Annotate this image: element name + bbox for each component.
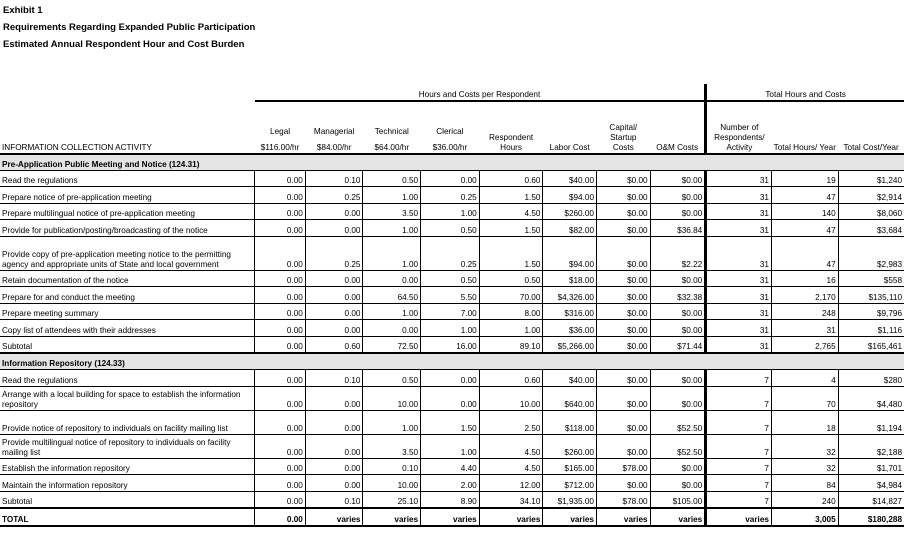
- clerical-cell: 5.50: [421, 287, 480, 304]
- total-cost-cell: $1,701: [838, 458, 904, 475]
- total-hours-cell: 84: [771, 475, 838, 492]
- om-cell: $0.00: [650, 475, 706, 492]
- legal-cell: 0.00: [255, 270, 306, 287]
- respondent-hours-cell: 89.10: [479, 336, 543, 353]
- total-cost-cell: $4,984: [838, 475, 904, 492]
- total-cost-cell: $8,060: [838, 203, 904, 220]
- total-hours-cell: 32: [771, 434, 838, 458]
- activity-cell: Establish the information repository: [0, 458, 255, 475]
- total-cost-cell: $9,796: [838, 303, 904, 320]
- respondents-cell: 31: [706, 187, 772, 204]
- technical-cell: 10.00: [363, 475, 421, 492]
- labor-cost-cell: $640.00: [543, 386, 597, 410]
- capital-cell: $0.00: [597, 475, 651, 492]
- col-total-hours: Total Hours/ Year: [773, 142, 836, 152]
- total-hours-cell: 140: [771, 203, 838, 220]
- managerial-cell: 0.00: [305, 386, 363, 410]
- clerical-cell: 1.00: [421, 320, 480, 337]
- capital-cell: $0.00: [597, 370, 651, 387]
- table-row: [0, 303, 904, 320]
- managerial-cell: 0.00: [305, 320, 363, 337]
- technical-cell: 1.00: [363, 220, 421, 237]
- total-hours-cell: 248: [771, 303, 838, 320]
- activity-cell: Maintain the information repository: [0, 475, 255, 492]
- respondent-hours-cell: 2.50: [479, 410, 543, 434]
- om-cell: $0.00: [650, 386, 706, 410]
- technical-cell: 0.00: [363, 320, 421, 337]
- clerical-cell: 0.25: [421, 236, 480, 270]
- col-activity: INFORMATION COLLECTION ACTIVITY: [2, 142, 152, 152]
- total-hours-cell: 18: [771, 410, 838, 434]
- capital-cell: $0.00: [597, 203, 651, 220]
- respondent-hours-cell: 1.50: [479, 187, 543, 204]
- labor-cost-cell: $316.00: [543, 303, 597, 320]
- respondents-cell: 7: [706, 370, 772, 387]
- total-cost-cell: $280: [838, 370, 904, 387]
- column-header-row: [0, 101, 904, 154]
- activity-cell: TOTAL: [0, 508, 255, 526]
- respondent-hours-cell: 1.50: [479, 220, 543, 237]
- respondents-cell: 31: [706, 336, 772, 353]
- legal-cell: 0.00: [255, 370, 306, 387]
- table-row: [0, 434, 904, 458]
- total-hours-cell: 16: [771, 270, 838, 287]
- col-managerial: Managerial $84.00/hr: [313, 126, 355, 152]
- legal-cell: 0.00: [255, 410, 306, 434]
- respondent-hours-cell: 4.50: [479, 434, 543, 458]
- respondent-hours-cell: 70.00: [479, 287, 543, 304]
- table-row: [0, 386, 904, 410]
- legal-cell: 0.00: [255, 170, 306, 187]
- respondents-cell: 31: [706, 236, 772, 270]
- total-row: [0, 508, 904, 526]
- table-row: [0, 270, 904, 287]
- respondents-cell: 31: [706, 270, 772, 287]
- total-hours-cell: 32: [771, 458, 838, 475]
- clerical-cell: 1.00: [421, 203, 480, 220]
- om-cell: $32.38: [650, 287, 706, 304]
- legal-cell: 0.00: [255, 434, 306, 458]
- respondents-cell: 7: [706, 410, 772, 434]
- technical-cell: 10.00: [363, 386, 421, 410]
- col-labor-cost: Labor Cost: [549, 142, 590, 152]
- exhibit-title: Requirements Regarding Expanded Public Participation: [3, 22, 256, 33]
- burden-table: [0, 84, 904, 527]
- legal-cell: 0.00: [255, 475, 306, 492]
- om-cell: $0.00: [650, 203, 706, 220]
- managerial-cell: 0.25: [305, 187, 363, 204]
- respondent-hours-cell: 0.60: [479, 170, 543, 187]
- managerial-cell: 0.00: [305, 203, 363, 220]
- activity-cell: Provide notice of repository to individuals on facility mailing list: [0, 410, 255, 434]
- managerial-cell: 0.00: [305, 410, 363, 434]
- table-row: [0, 475, 904, 492]
- technical-cell: 1.00: [363, 303, 421, 320]
- legal-cell: 0.00: [255, 303, 306, 320]
- respondent-hours-cell: 1.00: [479, 320, 543, 337]
- col-capital: Capital/ Startup Costs: [609, 122, 638, 152]
- clerical-cell: 0.00: [421, 170, 480, 187]
- respondent-hours-cell: 4.50: [479, 203, 543, 220]
- technical-cell: 0.50: [363, 370, 421, 387]
- total-cost-cell: $4,480: [838, 386, 904, 410]
- managerial-cell: 0.00: [305, 287, 363, 304]
- activity-cell: Prepare multilingual notice of pre-application meeting: [0, 203, 255, 220]
- capital-cell: $0.00: [597, 236, 651, 270]
- legal-cell: 0.00: [255, 458, 306, 475]
- activity-cell: Prepare meeting summary: [0, 303, 255, 320]
- total-cost-cell: $2,914: [838, 187, 904, 204]
- managerial-cell: varies: [305, 508, 363, 526]
- activity-cell: Prepare for and conduct the meeting: [0, 287, 255, 304]
- labor-cost-cell: $94.00: [543, 236, 597, 270]
- om-cell: $36.84: [650, 220, 706, 237]
- labor-cost-cell: $712.00: [543, 475, 597, 492]
- clerical-cell: 2.00: [421, 475, 480, 492]
- table-row: [0, 491, 904, 508]
- capital-cell: $0.00: [597, 386, 651, 410]
- technical-cell: 0.50: [363, 170, 421, 187]
- total-hours-cell: 2,765: [771, 336, 838, 353]
- technical-cell: 1.00: [363, 187, 421, 204]
- total-hours-cell: 70: [771, 386, 838, 410]
- managerial-cell: 0.00: [305, 458, 363, 475]
- total-cost-cell: $3,684: [838, 220, 904, 237]
- activity-cell: Arrange with a local building for space to establish the information repository: [0, 386, 255, 410]
- om-cell: $0.00: [650, 187, 706, 204]
- legal-cell: 0.00: [255, 508, 306, 526]
- total-cost-cell: $180,288: [838, 508, 904, 526]
- clerical-cell: varies: [421, 508, 480, 526]
- om-cell: $105.00: [650, 491, 706, 508]
- activity-cell: Retain documentation of the notice: [0, 270, 255, 287]
- respondent-hours-cell: 10.00: [479, 386, 543, 410]
- labor-cost-cell: $260.00: [543, 434, 597, 458]
- total-hours-cell: 4: [771, 370, 838, 387]
- managerial-cell: 0.00: [305, 220, 363, 237]
- col-legal: Legal $116.00/hr: [260, 126, 300, 152]
- capital-cell: $78.00: [597, 491, 651, 508]
- table-row: [0, 410, 904, 434]
- legal-cell: 0.00: [255, 386, 306, 410]
- respondents-cell: 7: [706, 434, 772, 458]
- col-total-cost: Total Cost/Year: [843, 142, 899, 152]
- capital-cell: $0.00: [597, 220, 651, 237]
- labor-cost-cell: $18.00: [543, 270, 597, 287]
- total-cost-cell: $1,194: [838, 410, 904, 434]
- table-row: [0, 170, 904, 187]
- respondents-cell: varies: [706, 508, 772, 526]
- respondent-hours-cell: 12.00: [479, 475, 543, 492]
- clerical-cell: 4.40: [421, 458, 480, 475]
- respondent-hours-cell: 34.10: [479, 491, 543, 508]
- technical-cell: 25.10: [363, 491, 421, 508]
- total-hours-cell: 31: [771, 320, 838, 337]
- clerical-cell: 0.25: [421, 187, 480, 204]
- section-title: Pre-Application Public Meeting and Notice (124.31): [0, 154, 904, 171]
- respondent-hours-cell: 0.50: [479, 270, 543, 287]
- labor-cost-cell: $118.00: [543, 410, 597, 434]
- respondents-cell: 31: [706, 287, 772, 304]
- legal-cell: 0.00: [255, 491, 306, 508]
- om-cell: $0.00: [650, 370, 706, 387]
- activity-cell: Read the regulations: [0, 170, 255, 187]
- respondents-cell: 31: [706, 170, 772, 187]
- total-cost-cell: $2,983: [838, 236, 904, 270]
- total-hours-cell: 47: [771, 187, 838, 204]
- respondents-cell: 7: [706, 475, 772, 492]
- labor-cost-cell: $82.00: [543, 220, 597, 237]
- capital-cell: $0.00: [597, 303, 651, 320]
- managerial-cell: 0.10: [305, 370, 363, 387]
- total-cost-cell: $558: [838, 270, 904, 287]
- capital-cell: $0.00: [597, 187, 651, 204]
- legal-cell: 0.00: [255, 320, 306, 337]
- technical-cell: 3.50: [363, 203, 421, 220]
- technical-cell: 64.50: [363, 287, 421, 304]
- legal-cell: 0.00: [255, 287, 306, 304]
- legal-cell: 0.00: [255, 187, 306, 204]
- om-cell: varies: [650, 508, 706, 526]
- col-om: O&M Costs: [656, 142, 699, 152]
- respondents-cell: 7: [706, 458, 772, 475]
- technical-cell: 72.50: [363, 336, 421, 353]
- respondents-cell: 31: [706, 203, 772, 220]
- legal-cell: 0.00: [255, 336, 306, 353]
- technical-cell: 0.00: [363, 270, 421, 287]
- table-row: [0, 236, 904, 270]
- activity-cell: Read the regulations: [0, 370, 255, 387]
- capital-cell: $0.00: [597, 320, 651, 337]
- clerical-cell: 0.00: [421, 370, 480, 387]
- col-respondent-hours: Respondent Hours: [489, 132, 534, 152]
- total-cost-cell: $135,110: [838, 287, 904, 304]
- respondents-cell: 7: [706, 491, 772, 508]
- activity-cell: Prepare notice of pre-application meeting: [0, 187, 255, 204]
- total-cost-cell: $1,116: [838, 320, 904, 337]
- om-cell: $2.22: [650, 236, 706, 270]
- om-cell: $0.00: [650, 458, 706, 475]
- managerial-cell: 0.00: [305, 270, 363, 287]
- technical-cell: 1.00: [363, 410, 421, 434]
- labor-cost-cell: varies: [543, 508, 597, 526]
- table-row: [0, 287, 904, 304]
- managerial-cell: 0.60: [305, 336, 363, 353]
- group-header-row: [0, 84, 904, 101]
- table-row: [0, 220, 904, 237]
- respondent-hours-cell: 0.60: [479, 370, 543, 387]
- table-row: [0, 370, 904, 387]
- activity-cell: Provide for publication/posting/broadcasting of the notice: [0, 220, 255, 237]
- managerial-cell: 0.00: [305, 303, 363, 320]
- section-header-row: [0, 353, 904, 370]
- technical-cell: 3.50: [363, 434, 421, 458]
- respondents-cell: 31: [706, 220, 772, 237]
- exhibit-label: Exhibit 1: [3, 5, 43, 16]
- total-hours-cell: 47: [771, 220, 838, 237]
- legal-cell: 0.00: [255, 236, 306, 270]
- om-cell: $52.50: [650, 434, 706, 458]
- capital-cell: $0.00: [597, 336, 651, 353]
- col-clerical: Clerical $36.00/hr: [432, 126, 468, 152]
- respondent-hours-cell: 8.00: [479, 303, 543, 320]
- total-hours-cell: 2,170: [771, 287, 838, 304]
- respondent-hours-cell: 1.50: [479, 236, 543, 270]
- capital-cell: varies: [597, 508, 651, 526]
- om-cell: $0.00: [650, 303, 706, 320]
- labor-cost-cell: $165.00: [543, 458, 597, 475]
- managerial-cell: 0.00: [305, 434, 363, 458]
- capital-cell: $78.00: [597, 458, 651, 475]
- clerical-cell: 0.00: [421, 386, 480, 410]
- table-row: [0, 458, 904, 475]
- capital-cell: $0.00: [597, 270, 651, 287]
- respondent-hours-cell: 4.50: [479, 458, 543, 475]
- technical-cell: varies: [363, 508, 421, 526]
- activity-cell: Copy list of attendees with their addresses: [0, 320, 255, 337]
- clerical-cell: 7.00: [421, 303, 480, 320]
- total-hours-cell: 19: [771, 170, 838, 187]
- clerical-cell: 1.50: [421, 410, 480, 434]
- group-total: Total Hours and Costs: [706, 84, 904, 101]
- total-cost-cell: $2,188: [838, 434, 904, 458]
- group-per-respondent: Hours and Costs per Respondent: [255, 84, 706, 101]
- managerial-cell: 0.10: [305, 170, 363, 187]
- clerical-cell: 0.50: [421, 270, 480, 287]
- technical-cell: 1.00: [363, 236, 421, 270]
- activity-cell: Subtotal: [0, 336, 255, 353]
- om-cell: $0.00: [650, 170, 706, 187]
- om-cell: $52.50: [650, 410, 706, 434]
- clerical-cell: 0.50: [421, 220, 480, 237]
- labor-cost-cell: $94.00: [543, 187, 597, 204]
- managerial-cell: 0.00: [305, 475, 363, 492]
- om-cell: $0.00: [650, 270, 706, 287]
- activity-cell: Provide copy of pre-application meeting notice to the permitting agency and appropriate units of State and local government: [0, 236, 255, 270]
- total-hours-cell: 240: [771, 491, 838, 508]
- total-cost-cell: $1,240: [838, 170, 904, 187]
- total-cost-cell: $165,461: [838, 336, 904, 353]
- clerical-cell: 8.90: [421, 491, 480, 508]
- activity-cell: Subtotal: [0, 491, 255, 508]
- table-row: [0, 320, 904, 337]
- managerial-cell: 0.10: [305, 491, 363, 508]
- total-hours-cell: 47: [771, 236, 838, 270]
- respondents-cell: 31: [706, 320, 772, 337]
- respondents-cell: 7: [706, 386, 772, 410]
- labor-cost-cell: $4,326.00: [543, 287, 597, 304]
- total-cost-cell: $14,827: [838, 491, 904, 508]
- labor-cost-cell: $5,266.00: [543, 336, 597, 353]
- capital-cell: $0.00: [597, 410, 651, 434]
- managerial-cell: 0.25: [305, 236, 363, 270]
- exhibit-titles: [3, 4, 255, 55]
- labor-cost-cell: $40.00: [543, 170, 597, 187]
- labor-cost-cell: $1,935.00: [543, 491, 597, 508]
- col-technical: Technical $64.00/hr: [374, 126, 410, 152]
- section-header-row: [0, 154, 904, 171]
- labor-cost-cell: $40.00: [543, 370, 597, 387]
- legal-cell: 0.00: [255, 203, 306, 220]
- labor-cost-cell: $260.00: [543, 203, 597, 220]
- om-cell: $0.00: [650, 320, 706, 337]
- capital-cell: $0.00: [597, 287, 651, 304]
- respondent-hours-cell: varies: [479, 508, 543, 526]
- capital-cell: $0.00: [597, 170, 651, 187]
- activity-cell: Provide multilingual notice of repository to individuals on facility mailing list: [0, 434, 255, 458]
- om-cell: $71.44: [650, 336, 706, 353]
- table-row: [0, 187, 904, 204]
- col-respondents: Number of Respondents/ Activity: [706, 101, 772, 154]
- legal-cell: 0.00: [255, 220, 306, 237]
- table-row: [0, 336, 904, 353]
- section-title: Information Repository (124.33): [0, 353, 904, 370]
- technical-cell: 0.10: [363, 458, 421, 475]
- total-hours-cell: 3,005: [771, 508, 838, 526]
- capital-cell: $0.00: [597, 434, 651, 458]
- clerical-cell: 1.00: [421, 434, 480, 458]
- respondents-cell: 31: [706, 303, 772, 320]
- exhibit-subtitle: Estimated Annual Respondent Hour and Cost Burden: [3, 39, 245, 50]
- table-row: [0, 203, 904, 220]
- labor-cost-cell: $36.00: [543, 320, 597, 337]
- clerical-cell: 16.00: [421, 336, 480, 353]
